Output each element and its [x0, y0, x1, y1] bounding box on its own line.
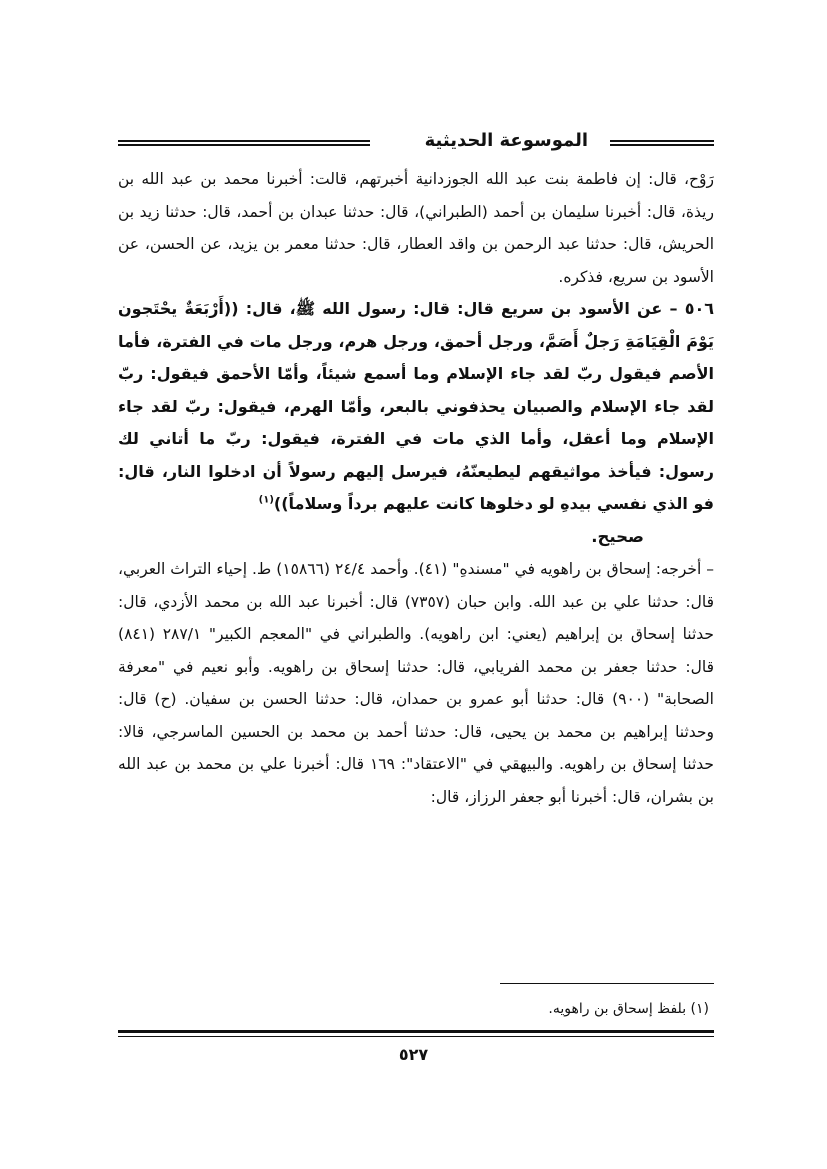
header-rule-left [118, 140, 370, 146]
bottom-rule [118, 1030, 714, 1037]
running-header [118, 128, 714, 154]
hadith-grade: صحيح. [591, 526, 644, 546]
hadith-paragraph [118, 293, 714, 521]
hadith-text: عن الأسود بن سريع قال: قال: رسول الله ﷺ، قال: ((أَرْبَعَةٌ يحْتَجون يَوْمَ الْقِيَامَةِ رَجلٌ أَصَمَّ، ورجل أحمق، ورجل هرم، ورجل مات في الفترة، فأما الأصم فيقول ربّ لقد جاء الإسلام وما أسمع شيئاً، وأمّا الأحمق فيقول: ربّ لقد جاء الإسلام والصبيان يحذفوني بالبعر، وأمّا الهرم، فيقول: ربّ لقد جاء الإسلام وما أعقل، وأما الذي مات في الفترة، فيقول: ربّ ما أتاني لك رسول: فيأخذ مواثيقهم ليطيعنّهُ، فيرسل إليهم رسولاً أن ادخلوا النار، قال: فو الذي نفسي بيدهِ لو دخلوها كانت عليهم برداً وسلاماً)) [118, 299, 714, 513]
footnote-ref[interactable]: (١) [258, 494, 274, 506]
hadith-number: ٥٠٦ – [669, 299, 714, 318]
takhrij-paragraph: – أخرجه: إسحاق بن راهويه في "مسندهِ" (٤١). وأحمد ٢٤/٤ (١٥٨٦٦) ط. إحياء التراث العربي، قال: حدثنا علي بن عبد الله. وابن حبان (٧٣٥٧) قال: أخبرنا عبد الله بن محمد الأزدي، قال: حدثنا إسحاق بن إبراهيم (يعني: ابن راهويه). والطبراني في "المعجم الكبير" ٢٨٧/١ (٨٤١) قال: حدثنا جعفر بن محمد الفريابي، قال: حدثنا إسحاق بن راهويه. وأبو نعيم في "معرفة الصحابة" (٩٠٠) قال: حدثنا أبو عمرو بن حمدان، قال: حدثنا الحسن بن سفيان. (ح) قال: وحدثنا إبراهيم بن محمد بن يحيى، قال: حدثنا أحمد بن محمد بن الحسين الماسرجي، قالا: حدثنا إسحاق بن راهويه. والبيهقي في "الاعتقاد": ١٦٩ قال: أخبرنا علي بن محمد بن عبد الله بن بشران، قال: أخبرنا أبو جعفر الرزاز، قال: [118, 560, 714, 806]
page-number: ٥٢٧ [398, 1045, 429, 1064]
header-title: الموسوعة الحديثية [424, 130, 588, 151]
footnote-divider [500, 983, 714, 984]
main-text [118, 163, 714, 813]
header-rule-right [610, 140, 714, 146]
footnote: (١) بلفظ إسحاق بن راهويه. [548, 1001, 709, 1017]
isnad-paragraph: رَوْح، قال: إن فاطمة بنت عبد الله الجوزدانية أخبرتهم، قالت: أخبرنا محمد بن عبد الله بن ريذة، قال: أخبرنا سليمان بن أحمد (الطبراني)، قال: حدثنا عبدان بن أحمد، قال: حدثنا زيد بن الحريش، قال: حدثنا عبد الرحمن بن واقد العطار، قال: حدثنا معمر بن يزيد، عن الحسن، عن الأسود بن سريع، فذكره. [118, 170, 714, 286]
